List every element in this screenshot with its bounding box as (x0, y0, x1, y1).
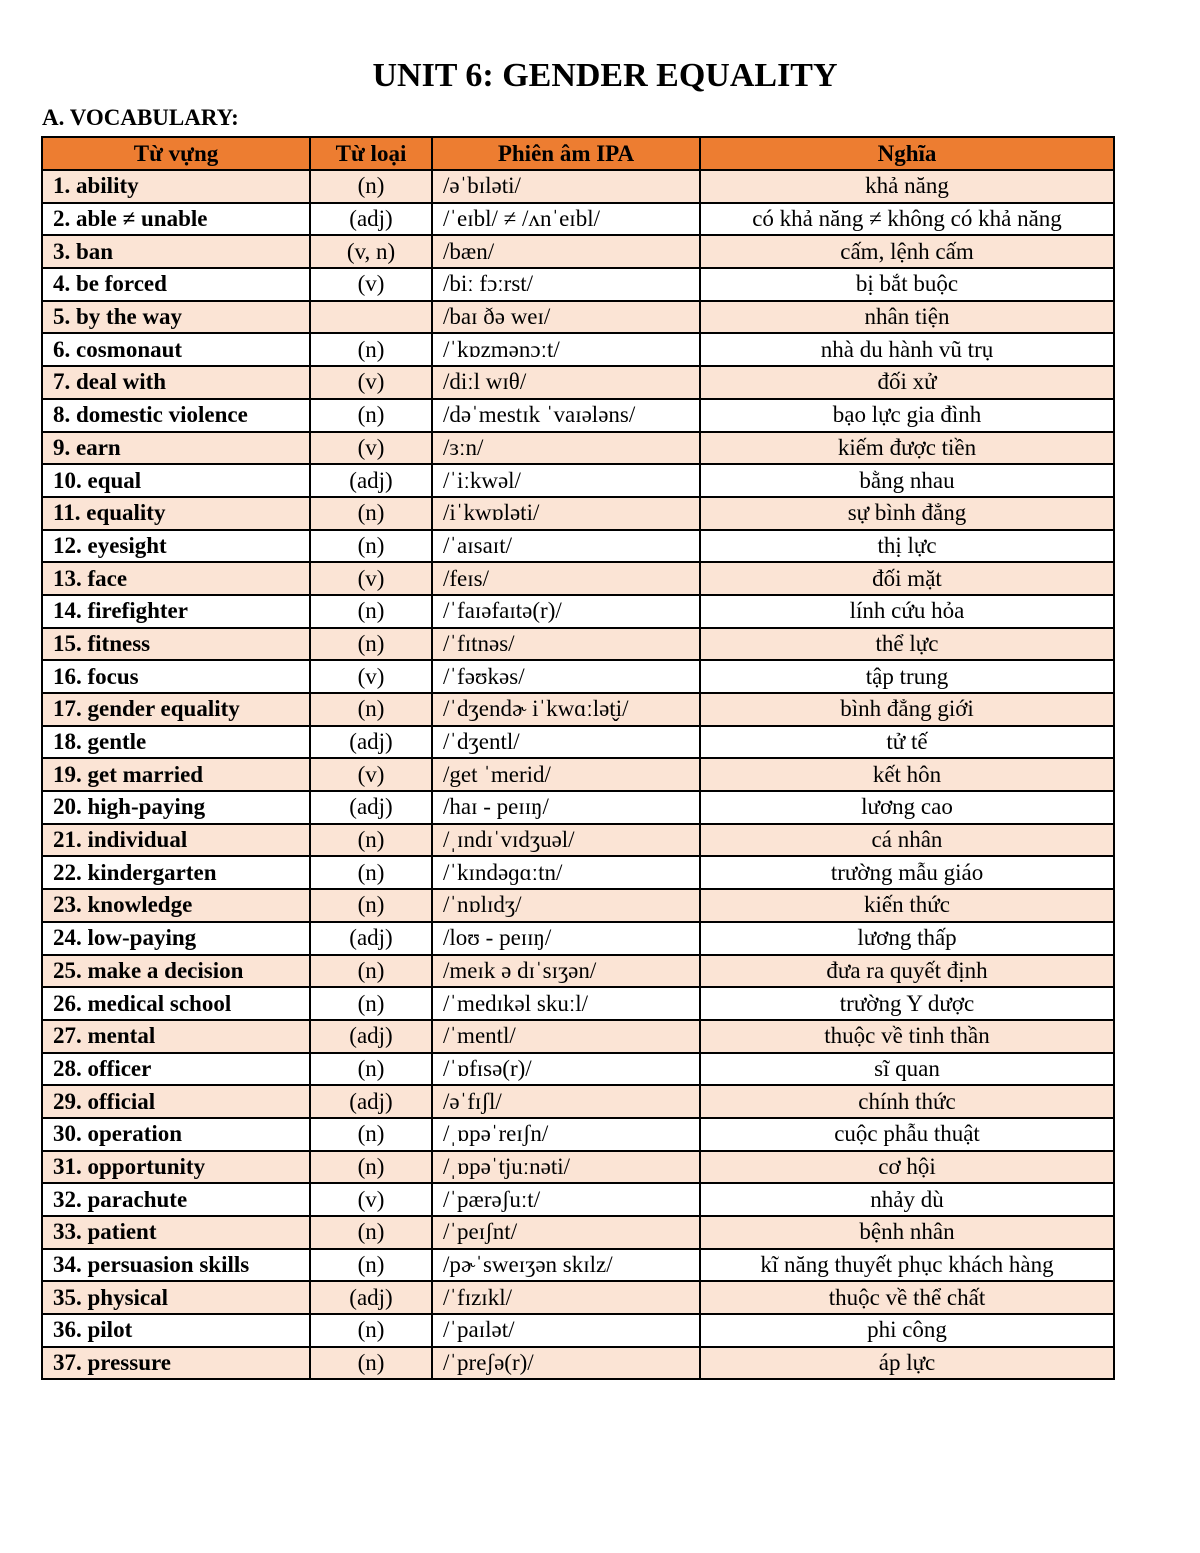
table-row (42, 1020, 1114, 1053)
table-row (42, 856, 1114, 889)
table-row (42, 399, 1114, 432)
vocab-ipa: /ˈeɪbl/ ≠ /ʌnˈeɪbl/ (432, 203, 700, 236)
vocab-word: 29. official (42, 1085, 310, 1118)
table-row (42, 432, 1114, 465)
vocab-part-of-speech: (adj) (310, 726, 432, 759)
vocab-word: 4. be forced (42, 268, 310, 301)
vocab-ipa: /feɪs/ (432, 562, 700, 595)
vocab-part-of-speech: (n) (310, 497, 432, 530)
vocab-word: 14. firefighter (42, 595, 310, 628)
vocab-part-of-speech: (n) (310, 1118, 432, 1151)
vocab-ipa: /diːl wɪθ/ (432, 366, 700, 399)
vocab-part-of-speech: (n) (310, 987, 432, 1020)
vocab-ipa: /ˈmedɪkəl skuːl/ (432, 987, 700, 1020)
table-row (42, 464, 1114, 497)
vocab-meaning: cá nhân (700, 824, 1114, 857)
table-row (42, 1053, 1114, 1086)
vocab-meaning: trường Y dược (700, 987, 1114, 1020)
table-row (42, 595, 1114, 628)
vocab-meaning: kiếm được tiền (700, 432, 1114, 465)
table-row (42, 235, 1114, 268)
vocab-ipa: /pɚˈsweɪʒən skɪlz/ (432, 1249, 700, 1282)
vocab-ipa: /ˌɪndɪˈvɪdʒuəl/ (432, 824, 700, 857)
table-row (42, 1314, 1114, 1347)
table-row (42, 366, 1114, 399)
table-row (42, 1118, 1114, 1151)
vocab-ipa: /ˈkɒzmənɔːt/ (432, 333, 700, 366)
vocab-word: 1. ability (42, 170, 310, 203)
vocab-word: 17. gender equality (42, 693, 310, 726)
vocab-word: 23. knowledge (42, 889, 310, 922)
vocab-meaning: trường mẫu giáo (700, 856, 1114, 889)
vocab-meaning: kĩ năng thuyết phục khách hàng (700, 1249, 1114, 1282)
vocab-meaning: sự bình đẳng (700, 497, 1114, 530)
vocab-ipa: /biː fɔːrst/ (432, 268, 700, 301)
table-row (42, 1281, 1114, 1314)
vocab-meaning: áp lực (700, 1347, 1114, 1380)
table-row (42, 1151, 1114, 1184)
vocab-ipa: /ˈpaɪlət/ (432, 1314, 700, 1347)
vocab-part-of-speech: (v) (310, 268, 432, 301)
vocab-part-of-speech: (v) (310, 366, 432, 399)
vocab-ipa: /ɜːn/ (432, 432, 700, 465)
vocab-meaning: kết hôn (700, 758, 1114, 791)
vocab-word: 19. get married (42, 758, 310, 791)
vocab-meaning: sĩ quan (700, 1053, 1114, 1086)
vocab-word: 37. pressure (42, 1347, 310, 1380)
vocab-part-of-speech: (n) (310, 1249, 432, 1282)
vocab-ipa: /iˈkwɒləti/ (432, 497, 700, 530)
vocab-meaning: thể lực (700, 628, 1114, 661)
vocab-meaning: đưa ra quyết định (700, 955, 1114, 988)
table-row (42, 301, 1114, 334)
table-row (42, 726, 1114, 759)
vocab-part-of-speech: (v) (310, 660, 432, 693)
table-row (42, 955, 1114, 988)
vocab-word: 26. medical school (42, 987, 310, 1020)
vocab-word: 2. able ≠ unable (42, 203, 310, 236)
vocab-word: 3. ban (42, 235, 310, 268)
table-row (42, 1216, 1114, 1249)
vocab-ipa: /əˈbɪləti/ (432, 170, 700, 203)
vocab-word: 32. parachute (42, 1183, 310, 1216)
vocab-ipa: /ˌɒpəˈtjuːnəti/ (432, 1151, 700, 1184)
vocab-ipa: /ˈmentl/ (432, 1020, 700, 1053)
vocab-part-of-speech: (adj) (310, 1085, 432, 1118)
vocab-word: 31. opportunity (42, 1151, 310, 1184)
vocab-ipa: /ˈfəʊkəs/ (432, 660, 700, 693)
vocab-part-of-speech: (n) (310, 889, 432, 922)
vocab-part-of-speech: (n) (310, 1151, 432, 1184)
vocab-meaning: thị lực (700, 530, 1114, 563)
vocab-meaning: bằng nhau (700, 464, 1114, 497)
vocab-word: 9. earn (42, 432, 310, 465)
table-row (42, 1347, 1114, 1380)
vocab-part-of-speech: (n) (310, 1314, 432, 1347)
vocab-part-of-speech: (n) (310, 856, 432, 889)
vocab-word: 7. deal with (42, 366, 310, 399)
vocab-word: 30. operation (42, 1118, 310, 1151)
vocab-meaning: thuộc về tinh thần (700, 1020, 1114, 1053)
vocab-part-of-speech: (adj) (310, 464, 432, 497)
table-row (42, 987, 1114, 1020)
vocab-meaning: kiến thức (700, 889, 1114, 922)
vocab-ipa: /ˈnɒlɪdʒ/ (432, 889, 700, 922)
vocab-part-of-speech: (n) (310, 530, 432, 563)
table-row (42, 824, 1114, 857)
vocab-word: 24. low-paying (42, 922, 310, 955)
vocab-meaning: cơ hội (700, 1151, 1114, 1184)
vocab-meaning: đối mặt (700, 562, 1114, 595)
vocab-meaning: cấm, lệnh cấm (700, 235, 1114, 268)
vocab-ipa: /əˈfɪʃl/ (432, 1085, 700, 1118)
vocab-meaning: khả năng (700, 170, 1114, 203)
vocab-meaning: tử tế (700, 726, 1114, 759)
vocab-word: 12. eyesight (42, 530, 310, 563)
table-header (42, 137, 1114, 170)
vocab-ipa: /ˈɒfɪsə(r)/ (432, 1053, 700, 1086)
vocab-part-of-speech: (adj) (310, 1281, 432, 1314)
vocab-word: 6. cosmonaut (42, 333, 310, 366)
table-row (42, 530, 1114, 563)
vocab-word: 13. face (42, 562, 310, 595)
vocab-ipa: /get ˈmerid/ (432, 758, 700, 791)
vocab-word: 34. persuasion skills (42, 1249, 310, 1282)
vocab-part-of-speech: (adj) (310, 922, 432, 955)
vocab-meaning: tập trung (700, 660, 1114, 693)
header-row (42, 137, 1114, 170)
table-row (42, 562, 1114, 595)
vocab-ipa: /dəˈmestɪk ˈvaɪələns/ (432, 399, 700, 432)
table-row (42, 1183, 1114, 1216)
vocab-part-of-speech: (v) (310, 758, 432, 791)
vocab-word: 21. individual (42, 824, 310, 857)
header-meaning: Nghĩa (700, 137, 1114, 170)
page-title: UNIT 6: GENDER EQUALITY (372, 57, 838, 94)
vocab-meaning: bình đẳng giới (700, 693, 1114, 726)
header-part-of-speech: Từ loại (310, 137, 432, 170)
section-heading: A. VOCABULARY: (42, 105, 239, 130)
vocab-word: 36. pilot (42, 1314, 310, 1347)
vocab-ipa: /baɪ ðə weɪ/ (432, 301, 700, 334)
vocab-part-of-speech: (adj) (310, 1020, 432, 1053)
vocab-word: 25. make a decision (42, 955, 310, 988)
vocab-part-of-speech: (v) (310, 562, 432, 595)
vocab-part-of-speech: (n) (310, 628, 432, 661)
table-row (42, 693, 1114, 726)
vocab-ipa: /meɪk ə dɪˈsɪʒən/ (432, 955, 700, 988)
vocab-part-of-speech: (v, n) (310, 235, 432, 268)
vocab-part-of-speech: (n) (310, 595, 432, 628)
vocab-meaning: đối xử (700, 366, 1114, 399)
vocab-ipa: /ˈpærəʃuːt/ (432, 1183, 700, 1216)
vocab-word: 10. equal (42, 464, 310, 497)
vocab-word: 33. patient (42, 1216, 310, 1249)
vocab-word: 16. focus (42, 660, 310, 693)
vocab-part-of-speech: (v) (310, 432, 432, 465)
table-row (42, 758, 1114, 791)
vocab-meaning: bị bắt buộc (700, 268, 1114, 301)
vocab-ipa: /ˈdʒentl/ (432, 726, 700, 759)
vocab-ipa: /ˈfaɪəfaɪtə(r)/ (432, 595, 700, 628)
vocab-meaning: lương cao (700, 791, 1114, 824)
vocab-meaning: bạo lực gia đình (700, 399, 1114, 432)
vocab-ipa: /ˌɒpəˈreɪʃn/ (432, 1118, 700, 1151)
vocab-part-of-speech: (n) (310, 1216, 432, 1249)
vocab-part-of-speech: (n) (310, 170, 432, 203)
vocab-ipa: /ˈkɪndəɡɑːtn/ (432, 856, 700, 889)
vocab-part-of-speech: (n) (310, 955, 432, 988)
vocab-part-of-speech: (adj) (310, 791, 432, 824)
table-row (42, 628, 1114, 661)
vocab-meaning: thuộc về thể chất (700, 1281, 1114, 1314)
vocab-meaning: nhảy dù (700, 1183, 1114, 1216)
vocabulary-table (41, 136, 1115, 1380)
table-row (42, 660, 1114, 693)
vocab-meaning: cuộc phẫu thuật (700, 1118, 1114, 1151)
vocab-word: 15. fitness (42, 628, 310, 661)
vocab-ipa: /ˈdʒendɚ iˈkwɑːlət̬i/ (432, 693, 700, 726)
vocab-meaning: lính cứu hỏa (700, 595, 1114, 628)
table-row (42, 268, 1114, 301)
vocab-word: 5. by the way (42, 301, 310, 334)
vocab-word: 28. officer (42, 1053, 310, 1086)
table-row (42, 922, 1114, 955)
vocab-word: 27. mental (42, 1020, 310, 1053)
vocab-word: 35. physical (42, 1281, 310, 1314)
vocab-part-of-speech: (n) (310, 333, 432, 366)
vocab-word: 11. equality (42, 497, 310, 530)
vocab-word: 18. gentle (42, 726, 310, 759)
vocab-word: 22. kindergarten (42, 856, 310, 889)
vocab-part-of-speech: (n) (310, 1347, 432, 1380)
vocab-ipa: /loʊ - peɪɪŋ/ (432, 922, 700, 955)
table-row (42, 1085, 1114, 1118)
vocab-part-of-speech: (v) (310, 1183, 432, 1216)
vocab-ipa: /ˈiːkwəl/ (432, 464, 700, 497)
header-ipa: Phiên âm IPA (432, 137, 700, 170)
table-row (42, 889, 1114, 922)
vocab-meaning: lương thấp (700, 922, 1114, 955)
vocab-meaning: nhân tiện (700, 301, 1114, 334)
vocab-ipa: /ˈpreʃə(r)/ (432, 1347, 700, 1380)
vocab-word: 8. domestic violence (42, 399, 310, 432)
vocab-meaning: phi công (700, 1314, 1114, 1347)
vocab-part-of-speech (310, 301, 432, 334)
vocab-part-of-speech: (n) (310, 824, 432, 857)
vocab-ipa: /ˈaɪsaɪt/ (432, 530, 700, 563)
vocab-meaning: có khả năng ≠ không có khả năng (700, 203, 1114, 236)
vocab-ipa: /haɪ - peɪɪŋ/ (432, 791, 700, 824)
vocab-meaning: nhà du hành vũ trụ (700, 333, 1114, 366)
table-row (42, 333, 1114, 366)
vocab-part-of-speech: (n) (310, 693, 432, 726)
vocab-ipa: /ˈpeɪʃnt/ (432, 1216, 700, 1249)
vocab-part-of-speech: (n) (310, 1053, 432, 1086)
vocab-ipa: /ˈfɪtnəs/ (432, 628, 700, 661)
table-row (42, 791, 1114, 824)
vocab-word: 20. high-paying (42, 791, 310, 824)
header-word: Từ vựng (42, 137, 310, 170)
table-body (42, 170, 1114, 1379)
vocab-meaning: chính thức (700, 1085, 1114, 1118)
vocab-ipa: /ˈfɪzɪkl/ (432, 1281, 700, 1314)
vocab-meaning: bệnh nhân (700, 1216, 1114, 1249)
table-row (42, 170, 1114, 203)
vocab-ipa: /bæn/ (432, 235, 700, 268)
vocab-part-of-speech: (adj) (310, 203, 432, 236)
table-row (42, 203, 1114, 236)
vocab-part-of-speech: (n) (310, 399, 432, 432)
table-row (42, 497, 1114, 530)
table-row (42, 1249, 1114, 1282)
